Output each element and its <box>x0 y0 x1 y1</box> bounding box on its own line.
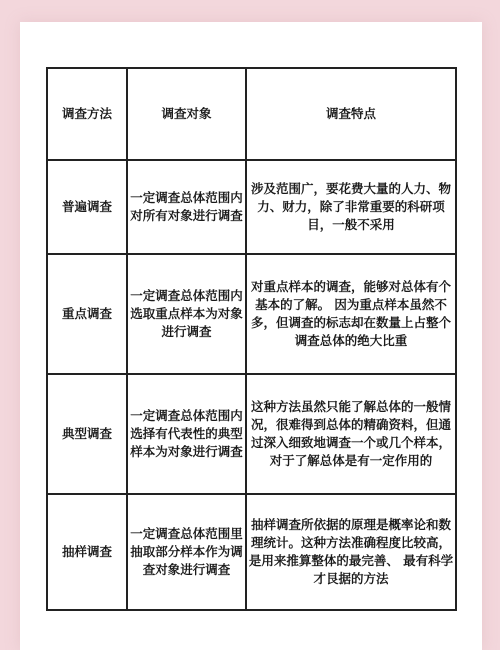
header-features: 调查特点 <box>246 68 456 160</box>
header-object: 调查对象 <box>127 68 246 160</box>
row-object: 一定调查总体范围内选取重点样本为对象进行调查 <box>127 254 246 374</box>
row-method: 典型调查 <box>47 374 127 494</box>
header-method: 调查方法 <box>47 68 127 160</box>
survey-methods-table <box>46 67 457 611</box>
table-header-row <box>47 68 456 160</box>
row-features: 这种方法虽然只能了解总体的一般情况，很难得到总体的精确资料，但通过深入细致地调查一个或几个样本，对于了解总体是有一定作用的 <box>246 374 456 494</box>
table-row <box>47 160 456 254</box>
row-method: 重点调查 <box>47 254 127 374</box>
row-method: 普遍调查 <box>47 160 127 254</box>
row-features: 涉及范围广，要花费大量的人力、物力、财力，除了非常重要的科研项目，一般不采用 <box>246 160 456 254</box>
table-row <box>47 374 456 494</box>
row-object: 一定调查总体范围里抽取部分样本作为调查对象进行调查 <box>127 494 246 610</box>
table-row <box>47 494 456 610</box>
table-row <box>47 254 456 374</box>
row-features: 对重点样本的调查，能够对总体有个基本的了解。 因为重点样本虽然不多，但调查的标志却在数量上占整个调查总体的绝大比重 <box>246 254 456 374</box>
row-features: 抽样调查所依据的原理是概率论和数理统计。这种方法准确程度比较高，是用来推算整体的最完善、 最有科学才艮据的方法 <box>246 494 456 610</box>
row-object: 一定调查总体范围内对所有对象进行调查 <box>127 160 246 254</box>
row-object: 一定调查总体范围内选择有代表性的典型样本为对象进行调查 <box>127 374 246 494</box>
row-method: 抽样调查 <box>47 494 127 610</box>
